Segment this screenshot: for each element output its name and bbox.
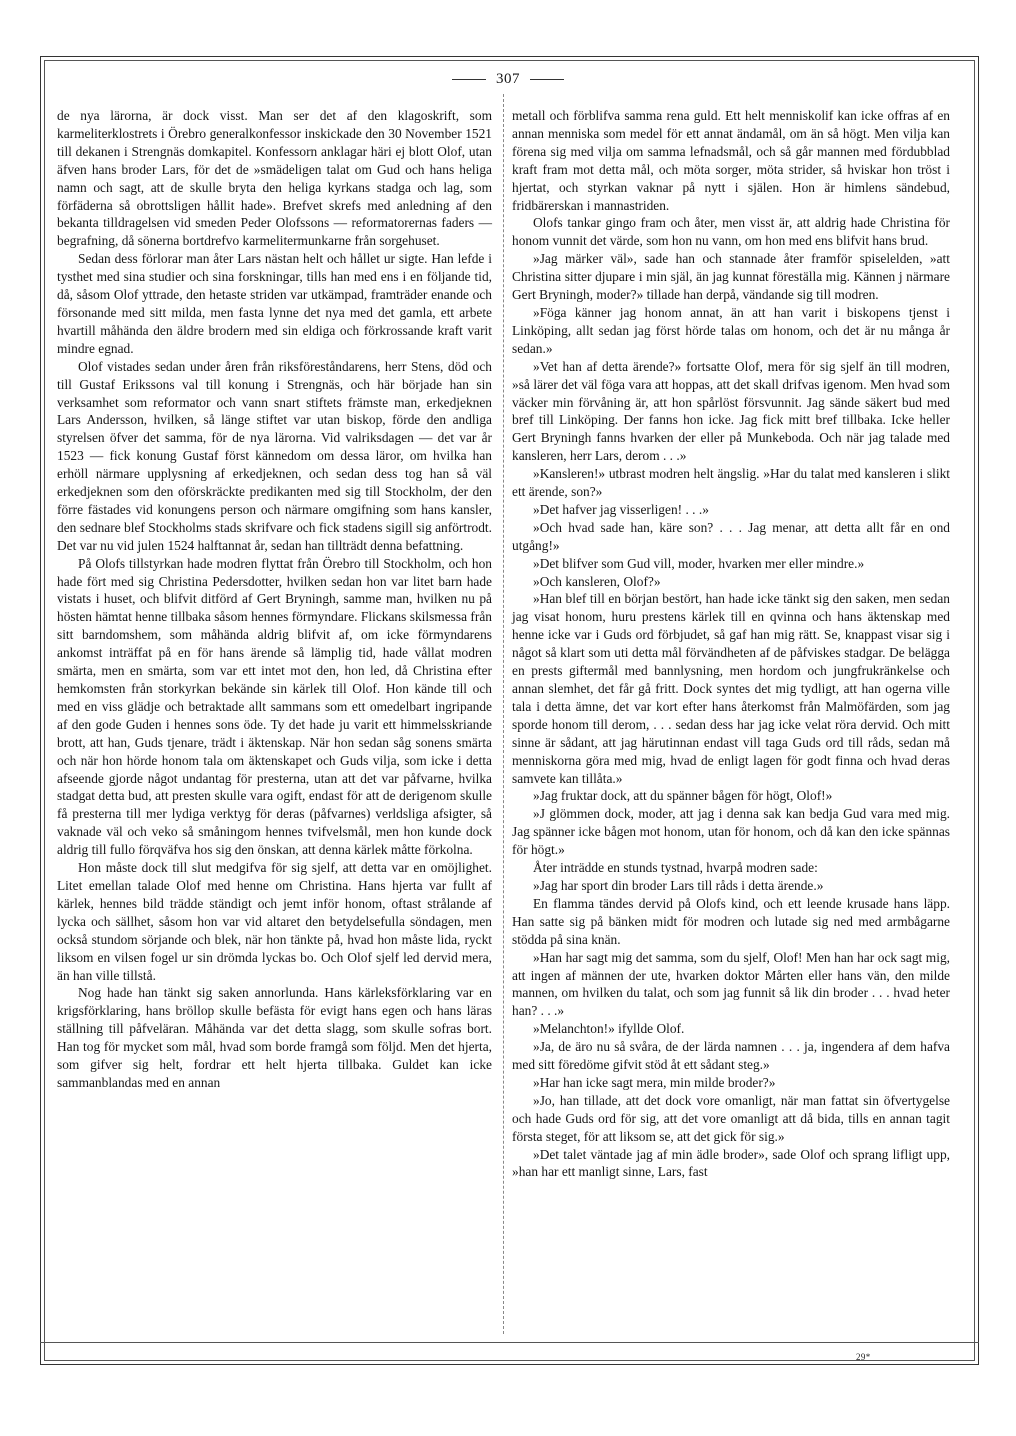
paragraph: »Och hvad sade han, käre son? . . . Jag menar, att detta allt får en ond utgång!»: [512, 519, 950, 553]
paragraph: metall och förblifva samma rena guld. Ett helt menniskolif kan icke offras af en annan menniska som medel för ett annat ändamål, om än så högt. Men vilja kan förena sig med vilja om samma lefnadsmål, och så går mannen med fördubblad kraft fram mot detta mål, och möta sorger, möta strider, så hviskar hon tröst i hjertat, och styrkan vaknar på nytt i själen. Hon är himlens sändebud, fridbärerskan i mannastriden.: [512, 108, 950, 213]
paragraph: »Ja, de äro nu så svåra, de der lärda namnen . . . ja, ingendera af dem hafva med sitt föredöme gifvit stöd åt ett sådant steg.»: [512, 1039, 950, 1073]
page-number-dash-right: [530, 79, 564, 80]
paragraph: »Har han icke sagt mera, min milde broder?»: [533, 1074, 776, 1090]
paragraph: »J glömmen dock, moder, att jag i denna sak kan bedja Gud vara med mig. Jag spänner icke bågen mot honom, utan för honom, och då kan den icke spännas för högt.»: [512, 806, 950, 858]
paragraph: »Det talet väntade jag af min ädle broder», sade Olof och sprang lifligt upp, »han har ett manligt sinne, Lars, fast: [512, 1146, 950, 1180]
paragraph: »Jag har sport din broder Lars till råds i detta ärende.»: [533, 877, 824, 893]
left-column: [57, 107, 492, 1092]
page-number-dash-left: [452, 79, 486, 80]
paragraph: »Det hafver jag visserligen! . . .»: [533, 501, 709, 517]
paragraph: »Det blifver som Gud vill, moder, hvarken mer eller mindre.»: [533, 555, 865, 571]
paragraph: »Han blef till en början bestört, han hade icke tänkt sig den saken, men sedan jag visat honom, huru prestens kärlek till en qvinna och hans äktenskap med henne icke var i Guds ord förbjudet, så gaf han mig rätt. Se, knappast visar sig i något så klart som uti detta mål förvändheten af de påfviskes stadgar. De belägga en prests giftermål med bannlysning, men hordom och jungfrukränkelse och annan slemhet, det får gå fritt. Dock syntes det mig tydligt, att han ogerna ville tala i detta ämne, det var kort efter hans återkomst från Malmöfärden, som jag sporde honom till derom, . . . sedan dess har jag icke velat röra dervid. Och mitt sinne är sådant, att jag härutinnan endast vill taga Guds ord till råds, sedan må menniskorna göra med mig, hvad de enligt lagen för godt finna och hvad deras samvete kan tillåta.»: [512, 591, 950, 786]
paragraph: Sedan dess förlorar man åter Lars nästan helt och hållet ur sigte. Han lefde i tysthet med sina studier och sina forskningar, tills han med ens i en följande tid, då, såsom Olof yttrade, den hetaste striden var utkämpad, framträder enande och försonande med sitt milda, men fasta lynne det nya med det gamla, ett arbete hvartill måhända den äldre brodern med sin eldiga och förkrossande kraft varit mindre egnad.: [57, 251, 492, 356]
paragraph: En flamma tändes dervid på Olofs kind, och ett leende krusade hans läpp. Han satte sig på bänken midt för modren och lutade sig ned med armbågarne stödda på sina knän.: [512, 895, 950, 947]
paragraph: På Olofs tillstyrkan hade modren flyttat från Örebro till Stockholm, och hon hade fört med sig Christina Pedersdotter, hvilken sedan hon var litet barn hade vistats i huset, och blifvit ditförd af Gert Bryningh, samme man, hvilken nu på hösten hämtat henne tillbaka såsom hennes förmyndare. Flickans skilsmessa från sitt barndomshem, som måhända aldrig blifvit af, om icke förmyndarens ankomst inträffat på en för hans ärende så lämplig tid, hade vållat modren smärta, men en smärta, som var ett intet mot den, hon led, då Christina efter hemkomsten från storkyrkan bekände sin kärlek till Olof. Hon kände till och med en viss glädje och betraktade allt sammans som ett omedelbart ingripande af den gode Guden i hennes sons öde. Ty det hade ju varit ett himmelsskriande brott, att han, Guds tjenare, trädt i äktenskap. När hon sedan såg sonens smärta och när hon hörde honom tala om äktenskapet och Guds vilja, som icke i detta afseende gjorde något undantag för presterna, utan att det var påfvarne, hvilka stadgat detta bud, att presten skulle vara ogift, endast för att de derigenom skulle få presterna till mer lydiga verktyg för deras (påfvarnes) verldsliga afsigter, så vaknade väl och veko så småningom hennes tvifvelsmål, men hon kunde dock aldrig till fullo förqväfva hos sig den önskan, att denna kärlek måtte förkolna.: [57, 555, 492, 858]
paragraph: Nog hade han tänkt sig saken annorlunda. Hans kärleksförklaring var en krigsförklaring, hans bröllop skulle befästa för evigt hans egen och hans läras ställning till påfveläran. Måhända var det detta slagg, som skulle sofras bort. Han tog för mycket som mål, hvad som borde framgå som följd. Men det hjerta, som gifver sig helt, fordrar ett helt hjerta tillbaka. Guldet kan icke sammanblandas med en annan: [57, 985, 492, 1090]
paragraph: »Jo, han tillade, att det dock vore omanligt, när man fattat sin öfvertygelse och hade Guds ord för sig, att det vore omanligt att då bida, tills en annan tagit första steget, för att liksom se, att det gick för sig.»: [512, 1092, 950, 1144]
paragraph: »Vet han af detta ärende?» fortsatte Olof, mera för sig sjelf än till modren, »så lärer det väl föga vara att hoppas, att det skall drifvas igenom. Men hvad som väcker min förvåning är, att hon spårlöst försvunnit. Jag sände säkert bud med bref till Linköping. Der fanns hon icke. Jag fick mitt bref tillbaka. Icke heller Gert Bryningh fanns hvarken der eller på Munkeboda. Och när jag talade med kansleren, herr Lars, derom . . .»: [512, 358, 950, 464]
bottom-rule: [40, 1342, 979, 1343]
paragraph: »Kansleren!» utbrast modren helt ängslig. »Har du talat med kansleren i slikt ett ärende, son?»: [512, 466, 950, 500]
printer-signature: 29*: [856, 1352, 871, 1362]
page-number: [0, 71, 1016, 88]
paragraph: »Melanchton!» ifyllde Olof.: [533, 1021, 685, 1037]
paragraph: »Jag fruktar dock, att du spänner bågen för högt, Olof!»: [533, 788, 833, 804]
paragraph: Hon måste dock till slut medgifva för sig sjelf, att detta var en omöjlighet. Litet emellan talade Olof med henne om Christina. Hans hjerta var fullt af kärlek, hennes bild trädde ständigt och jemt inför honom, oftast strålande af lycka och sällhet, såsom hon var vid altaret den betydelsefulla söndagen, men också stundom sörjande och blek, när hon tänkte på, hvad hon måste lida, ryckt liksom en vilsen fogel ur sin drömda lyckas bo. Och Olof sjelf led dervid mera, än han ville tillstå.: [57, 860, 492, 983]
paragraph: »Föga känner jag honom annat, än att han varit i biskopens tjenst i Linköping, allt sedan jag först hörde talas om honom, och det är nu många år sedan.»: [512, 304, 950, 356]
paragraph: »Och kansleren, Olof?»: [533, 573, 661, 589]
column-divider: [503, 94, 504, 1334]
paragraph: »Jag märker väl», sade han och stannade åter framför spiselelden, »att Christina sitter djupare i min själ, än jag kunnat föreställa mig. Kännen j närmare Gert Bryningh, moder?» tillade han derpå, vändande sig till modren.: [512, 251, 950, 303]
page-number-text: 307: [496, 71, 520, 87]
paragraph: Olofs tankar gingo fram och åter, men visst är, att aldrig hade Christina för honom vunnit det värde, som hon nu vann, om hon med ens blifvit hans brud.: [512, 215, 950, 249]
paragraph: Åter inträdde en stunds tystnad, hvarpå modren sade:: [533, 860, 818, 876]
right-column: [512, 107, 950, 1181]
paragraph: Olof vistades sedan under åren från riksföreståndarens, herr Stens, död och till Gustaf Erikssons val till konung i Strengnäs, och här började han sin verksamhet som reformator och vann snart stiftets främste man, erkedjeknen Lars Andersson, hvilken, så länge stiftet var utan biskop, förde den andliga styrelsen öfver det samma, för de nya lärorna. Vid valriksdagen — det var år 1523 — fick konung Gustaf först kännedom om dessa läror, om hvilka han erhöll närmare upplysning af erkedjeknen, och sedan dess tog han så väl erkedjeknen som den oförskräckte predikanten med sig till Stockholm, der den förre fästades vid konungens person och närmare omgifning som hans kansler, den sednare blef Stockholms stads skrifvare och fick stadens sigill sig anförtrodt. Det var nu vid julen 1524 halftannat år, sedan han tillträdt denna befattning.: [57, 358, 492, 553]
paragraph: »Han har sagt mig det samma, som du sjelf, Olof! Men han har ock sagt mig, att ingen af männen der ute, hvarken doktor Mårten eller hans vän, den milde mannen, om hvilken du talat, och som jag funnit så lik din broder . . . hvad heter han? . . .»: [512, 949, 950, 1019]
paragraph: de nya lärorna, är dock visst. Man ser det af den klagoskrift, som karmeliterklostrets i Örebro generalkonfessor inskickade den 30 November 1521 till dekanen i Strengnäs domkapitel. Konfessorn anklagar häri ej blott Olof, utan äfven hans broder Lars, för det de »smädeligen talat om Gud och hans heliga namn och sagt, att de skulle bryta den heliga kyrkans stadga och lag, som förfäderna så obrottsligen hållit hade». Brefvet skrefs med anledning af den bekanta tilldragelsen vid smeden Peder Olofssons — reformatorernas faders — begrafning, då sönerna bortdrefvo karmelitermunkarne från sorgehuset.: [57, 108, 492, 249]
